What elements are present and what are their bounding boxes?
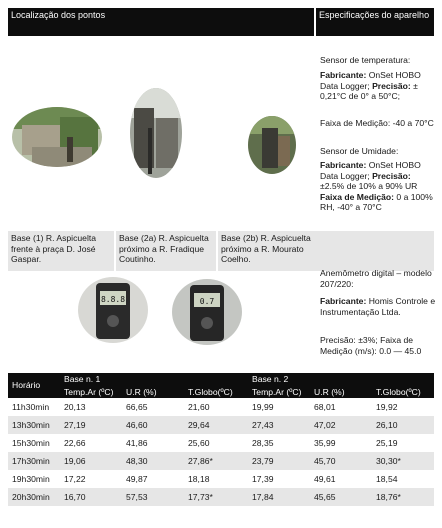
table-cell: 17,39 xyxy=(248,470,310,488)
row-header: Horário xyxy=(8,373,60,398)
temperature-heading: Sensor de temperatura: xyxy=(320,55,411,65)
table-cell: 66,65 xyxy=(122,398,184,416)
table-cell: 27,19 xyxy=(60,416,122,434)
anemometer-left-readout: 8.8.8 xyxy=(100,295,126,304)
table-cell: 20,13 xyxy=(60,398,122,416)
base-2b-description: Base (2b) R. Aspicuelta próximo a R. Mourato Coelho. xyxy=(221,233,311,265)
column-header: U.R (%) xyxy=(310,386,372,399)
humidity-manufacturer-value: OnSet HOBO Data Logger; xyxy=(320,160,421,181)
humidity-heading: Sensor de Umidade: xyxy=(320,146,399,156)
table-row xyxy=(8,470,434,488)
photo-anemometer-left xyxy=(78,277,148,343)
table-row xyxy=(8,398,434,416)
anemometer-manufacturer xyxy=(320,296,436,317)
table-cell: 19,06 xyxy=(60,452,122,470)
anemometer-precision: Precisão: ±3%; Faixa de Medição (m/s): 0.0 — 45.0 xyxy=(320,335,422,356)
base-descriptions xyxy=(8,231,434,271)
measurements-table xyxy=(8,373,434,506)
table-cell: 19,99 xyxy=(248,398,310,416)
temperature-precision-label: Precisão: xyxy=(372,80,411,91)
table-cell: 18,18 xyxy=(184,470,248,488)
humidity-precision-label: Precisão: xyxy=(372,170,411,181)
table-cell: 17,22 xyxy=(60,470,122,488)
time-cell: 20h30min xyxy=(8,488,60,506)
location-title: Localização dos pontos xyxy=(11,10,106,20)
table-cell: 17,84 xyxy=(248,488,310,506)
humidity-manufacturer-label: Fabricante: xyxy=(320,160,367,170)
table-cell: 27,43 xyxy=(248,416,310,434)
time-cell: 19h30min xyxy=(8,470,60,488)
table-cell: 49,61 xyxy=(310,470,372,488)
column-header: T.Globo(ºC) xyxy=(184,386,248,399)
humidity-precision-value: ±2.5% de 10% a 90% UR xyxy=(320,181,418,192)
base-1-description: Base (1) R. Aspicuelta frente à praça D. José Gaspar. xyxy=(11,233,97,265)
table-cell: 46,60 xyxy=(122,416,184,434)
humidity-range-label: Faixa de Medição: xyxy=(320,191,395,202)
table-cell: 22,66 xyxy=(60,434,122,452)
anemometer-right-readout: 0.7 xyxy=(199,297,215,306)
table-cell: 25,60 xyxy=(184,434,248,452)
table-cell: 23,79 xyxy=(248,452,310,470)
table-row xyxy=(8,452,434,470)
table-cell: 47,02 xyxy=(310,416,372,434)
specs-header xyxy=(316,8,434,36)
table-cell: 68,01 xyxy=(310,398,372,416)
photo-base-2b xyxy=(248,116,296,174)
table-row xyxy=(8,434,434,452)
table-cell: 25,19 xyxy=(372,434,434,452)
table-cell: 48,30 xyxy=(122,452,184,470)
group-base-1: Base n. 1 xyxy=(60,373,248,386)
table-cell: 30,30* xyxy=(372,452,434,470)
table-cell: 45,70 xyxy=(310,452,372,470)
photo-base-2a xyxy=(130,88,182,178)
temperature-specs xyxy=(320,70,436,102)
table-cell: 49,87 xyxy=(122,470,184,488)
temperature-precision-value: ± 0,21°C de 0° a 50°C; xyxy=(320,80,418,102)
column-header: Temp.Ar (ºC) xyxy=(60,386,122,399)
table-cell: 45,65 xyxy=(310,488,372,506)
anemometer-manufacturer-value: Homis Controle e Instrumentação Ltda. xyxy=(320,296,436,317)
table-cell: 41,86 xyxy=(122,434,184,452)
temperature-manufacturer-label: Fabricante: xyxy=(320,70,367,80)
anemometer-manufacturer-label: Fabricante: xyxy=(320,296,367,306)
anemometer-heading: Anemômetro digital – modelo 207/220: xyxy=(320,268,432,289)
time-cell: 17h30min xyxy=(8,452,60,470)
table-cell: 28,35 xyxy=(248,434,310,452)
time-cell: 11h30min xyxy=(8,398,60,416)
humidity-specs xyxy=(320,160,436,213)
column-header: T.Globo(ºC) xyxy=(372,386,434,399)
table-cell: 27,86* xyxy=(184,452,248,470)
table-row xyxy=(8,488,434,506)
table-cell: 57,53 xyxy=(122,488,184,506)
table-row xyxy=(8,416,434,434)
table-cell: 26,10 xyxy=(372,416,434,434)
specs-title: Especificações do aparelho xyxy=(319,10,430,20)
table-cell: 16,70 xyxy=(60,488,122,506)
time-cell: 15h30min xyxy=(8,434,60,452)
column-header: U.R (%) xyxy=(122,386,184,399)
temperature-manufacturer-value: OnSet HOBO Data Logger; xyxy=(320,70,421,91)
photo-base-1 xyxy=(12,107,102,167)
temperature-range: Faixa de Medição: -40 a 70°C xyxy=(320,118,434,128)
table-cell: 29,64 xyxy=(184,416,248,434)
table-cell: 19,92 xyxy=(372,398,434,416)
table-cell: 21,60 xyxy=(184,398,248,416)
time-cell: 13h30min xyxy=(8,416,60,434)
column-header: Temp.Ar (ºC) xyxy=(248,386,310,399)
humidity-range-value: 0 a 100% RH, -40° a 70°C xyxy=(320,191,433,213)
table-cell: 17,73* xyxy=(184,488,248,506)
group-base-2: Base n. 2 xyxy=(248,373,434,386)
table-cell: 18,54 xyxy=(372,470,434,488)
table-cell: 35,99 xyxy=(310,434,372,452)
table-cell: 18,76* xyxy=(372,488,434,506)
base-2a-description: Base (2a) R. Aspicuelta próximo a R. Fradique Coutinho. xyxy=(119,233,209,265)
photo-anemometer-right xyxy=(172,279,242,345)
location-header xyxy=(8,8,314,36)
